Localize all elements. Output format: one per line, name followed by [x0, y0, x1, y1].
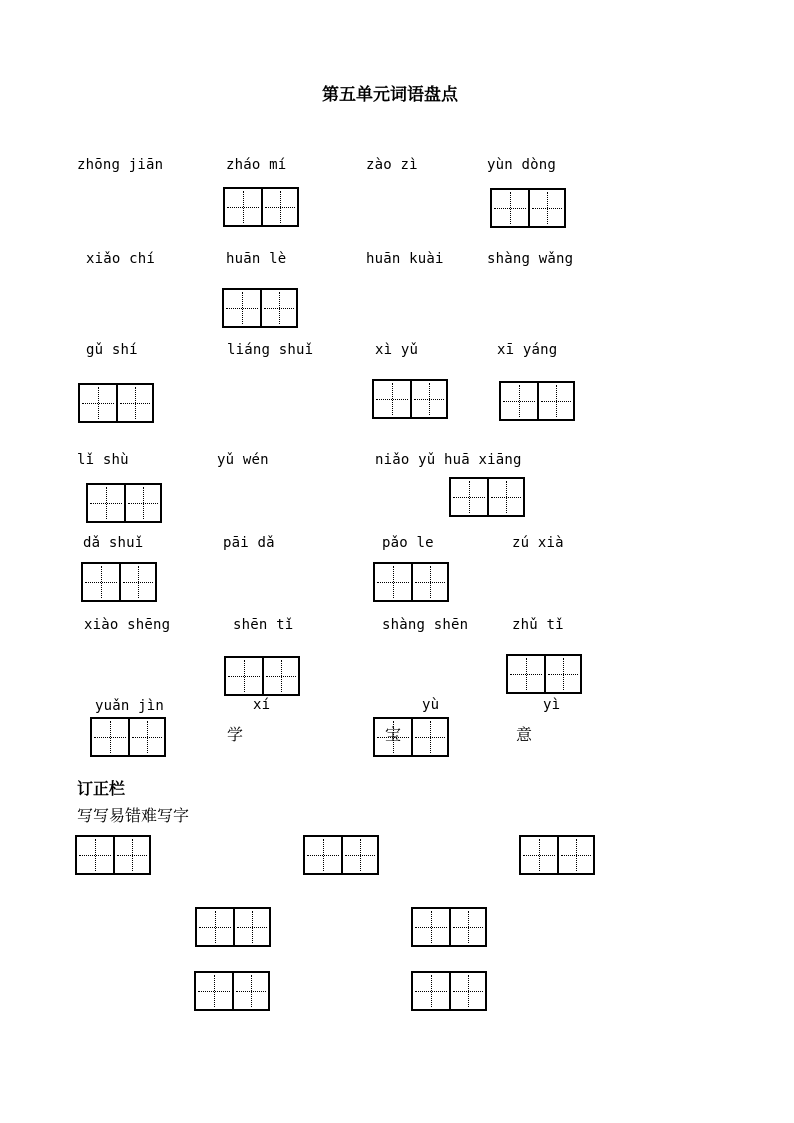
grid-cell[interactable]: [113, 837, 149, 873]
grid-cell[interactable]: [375, 564, 411, 600]
pinyin-huanle: huān lè: [226, 251, 287, 267]
grid-cell[interactable]: [305, 837, 341, 873]
grid-cell[interactable]: [233, 909, 269, 945]
writing-grid-box[interactable]: [90, 717, 166, 757]
grid-cell[interactable]: [413, 909, 449, 945]
writing-grid-box[interactable]: [194, 971, 270, 1011]
writing-grid-box[interactable]: [86, 483, 162, 523]
pinyin-xiaochi: xiǎo chí: [86, 251, 156, 267]
page-title: 第五单元词语盘点: [322, 85, 458, 105]
hanzi-yi: 意: [516, 725, 533, 744]
pinyin-zuxia: zú xià: [512, 535, 564, 551]
grid-cell[interactable]: [341, 837, 377, 873]
pinyin-yuanjin: yuǎn jìn: [95, 698, 165, 714]
pinyin-yu: yù: [422, 697, 440, 713]
writing-grid-box[interactable]: [373, 562, 449, 602]
pinyin-shangshen: shàng shēn: [382, 617, 469, 633]
grid-cell[interactable]: [528, 190, 564, 226]
writing-grid-box[interactable]: [224, 656, 300, 696]
pinyin-liangshui: liáng shuǐ: [227, 342, 314, 358]
grid-cell[interactable]: [410, 381, 446, 417]
writing-grid-box[interactable]: [506, 654, 582, 694]
grid-cell[interactable]: [492, 190, 528, 226]
grid-cell[interactable]: [196, 973, 232, 1009]
pinyin-paole: pǎo le: [382, 535, 434, 551]
pinyin-lishu: lǐ shù: [77, 452, 129, 468]
grid-cell[interactable]: [487, 479, 523, 515]
section-subheading: 写写易错难写字: [77, 806, 190, 825]
grid-cell[interactable]: [413, 973, 449, 1009]
pinyin-niaoyuhuaxiang: niǎo yǔ huā xiāng: [375, 452, 522, 468]
grid-cell[interactable]: [449, 973, 485, 1009]
pinyin-xi: xí: [253, 697, 271, 713]
pinyin-yundong: yùn dòng: [487, 157, 557, 173]
writing-grid-box[interactable]: [303, 835, 379, 875]
pinyin-shangwang: shàng wǎng: [487, 251, 574, 267]
hanzi-bao: 宝: [385, 725, 402, 744]
pinyin-dashui: dǎ shuǐ: [83, 535, 144, 551]
grid-cell[interactable]: [451, 479, 487, 515]
writing-grid-box[interactable]: [81, 562, 157, 602]
grid-cell[interactable]: [521, 837, 557, 873]
writing-grid-box[interactable]: [411, 971, 487, 1011]
grid-cell[interactable]: [411, 719, 447, 755]
grid-cell[interactable]: [119, 564, 155, 600]
grid-cell[interactable]: [411, 564, 447, 600]
grid-cell[interactable]: [124, 485, 160, 521]
grid-cell[interactable]: [83, 564, 119, 600]
pinyin-gushi: gǔ shí: [86, 342, 138, 358]
pinyin-yi: yì: [543, 697, 561, 713]
writing-grid-box[interactable]: [519, 835, 595, 875]
pinyin-shenti: shēn tǐ: [233, 617, 294, 633]
grid-cell[interactable]: [116, 385, 152, 421]
grid-cell[interactable]: [449, 909, 485, 945]
grid-cell[interactable]: [260, 290, 296, 326]
writing-grid-box[interactable]: [223, 187, 299, 227]
grid-cell[interactable]: [557, 837, 593, 873]
grid-cell[interactable]: [80, 385, 116, 421]
writing-grid-box[interactable]: [499, 381, 575, 421]
grid-cell[interactable]: [225, 189, 261, 225]
pinyin-huankuai: huān kuài: [366, 251, 444, 267]
pinyin-xiyu: xì yǔ: [375, 342, 419, 358]
grid-cell[interactable]: [226, 658, 262, 694]
writing-grid-box[interactable]: [372, 379, 448, 419]
grid-cell[interactable]: [232, 973, 268, 1009]
grid-cell[interactable]: [501, 383, 537, 419]
grid-cell[interactable]: [374, 381, 410, 417]
writing-grid-box[interactable]: [490, 188, 566, 228]
grid-cell[interactable]: [197, 909, 233, 945]
hanzi-xue: 学: [227, 725, 244, 744]
writing-grid-box[interactable]: [78, 383, 154, 423]
pinyin-xiaosheng: xiào shēng: [84, 617, 171, 633]
pinyin-paida: pāi dǎ: [223, 535, 275, 551]
grid-cell[interactable]: [224, 290, 260, 326]
writing-grid-box[interactable]: [449, 477, 525, 517]
pinyin-xiyang: xī yáng: [497, 342, 558, 358]
grid-cell[interactable]: [92, 719, 128, 755]
pinyin-zhaomi: zháo mí: [226, 157, 287, 173]
writing-grid-box[interactable]: [75, 835, 151, 875]
grid-cell[interactable]: [262, 658, 298, 694]
writing-grid-box[interactable]: [222, 288, 298, 328]
writing-grid-box[interactable]: [195, 907, 271, 947]
grid-cell[interactable]: [128, 719, 164, 755]
grid-cell[interactable]: [537, 383, 573, 419]
grid-cell[interactable]: [544, 656, 580, 692]
pinyin-zhuti: zhǔ tǐ: [512, 617, 564, 633]
section-heading: 订正栏: [77, 779, 126, 798]
pinyin-zaozi: zào zì: [366, 157, 418, 173]
writing-grid-box[interactable]: [411, 907, 487, 947]
grid-cell[interactable]: [88, 485, 124, 521]
grid-cell[interactable]: [508, 656, 544, 692]
pinyin-yuwen: yǔ wén: [217, 452, 269, 468]
grid-cell[interactable]: [77, 837, 113, 873]
grid-cell[interactable]: [261, 189, 297, 225]
pinyin-zhongjian: zhōng jiān: [77, 157, 164, 173]
